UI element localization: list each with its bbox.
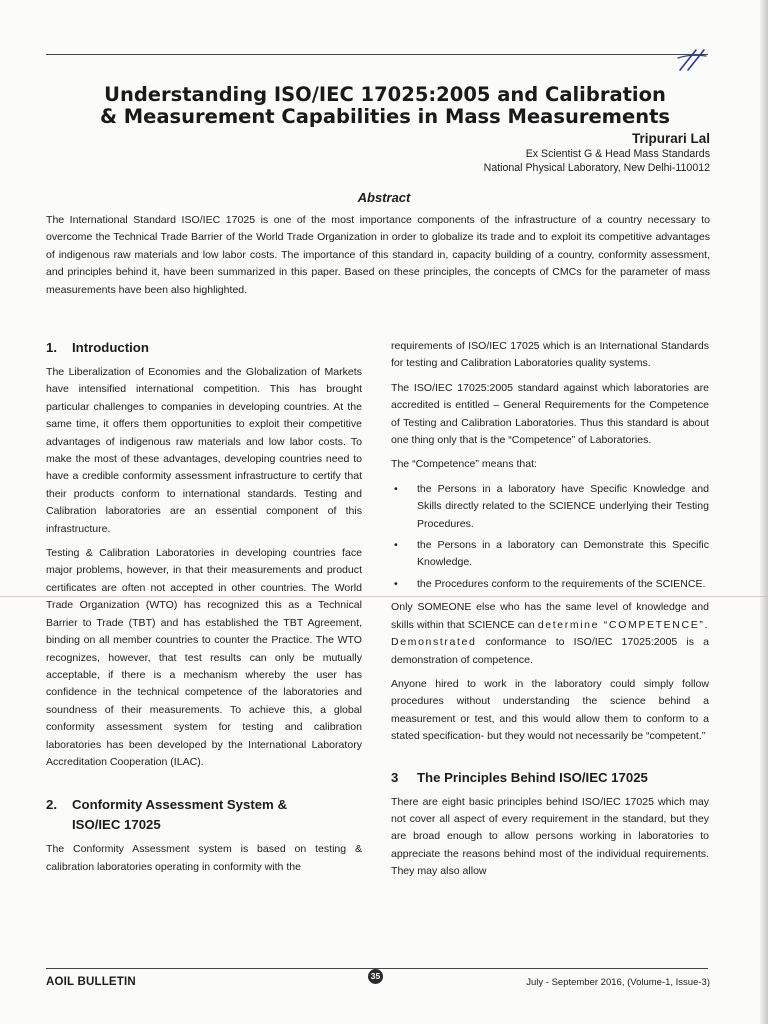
- handwritten-mark-icon: [676, 46, 708, 72]
- p4-end: conformance to ISO/IEC 17025:2005 is a demonstration of competence.: [391, 636, 709, 666]
- bullet-text: the Persons in a laboratory can Demonstrate this Specific Knowledge.: [417, 539, 709, 569]
- right-paragraph-1: requirements of ISO/IEC 17025 which is an International Standards for testing and Calibration Laboratories quality systems.: [391, 340, 709, 370]
- footer-issue-info: July - September 2016, (Volume-1, Issue-3): [526, 977, 710, 988]
- section-2-paragraph-1: The Conformity Assessment system is based on testing & calibration laboratories operating in conformity with the: [46, 843, 362, 873]
- bullet-text: the Persons in a laboratory have Specific Knowledge and Skills directly related to the SCIENCE underlying their Testing Procedures.: [417, 482, 709, 530]
- title-line-1: Understanding ISO/IEC 17025:2005 and Calibration: [104, 83, 666, 106]
- section-1-heading: [46, 338, 362, 358]
- list-item: [391, 537, 709, 572]
- author-affiliation-2: National Physical Laboratory, New Delhi-110012: [483, 162, 710, 174]
- section-2-title-line-1: Conformity Assessment System &: [72, 797, 287, 813]
- author-block: [484, 131, 710, 175]
- right-paragraph-5: Anyone hired to work in the laboratory could simply follow procedures without understanding the science behind a measurement or test, and this would allow them to conform to a stated specification- but they would not necessarily be “competent.”: [391, 677, 709, 743]
- footer-journal-name: AOIL BULLETIN: [46, 976, 136, 988]
- section-3-title: The Principles Behind ISO/IEC 17025: [417, 769, 648, 785]
- section-3-paragraph-1: There are eight basic principles behind ISO/IEC 17025 which may not cover all aspect of every requirement in the standard, but they are broad enough to allow persons working in laboratories to appreciate the reasons behind most of the individual requirements. They may also allow: [391, 795, 709, 878]
- competence-bullet-list: [391, 481, 709, 593]
- page-number-badge: 35: [368, 969, 383, 984]
- section-2-title-line-2: ISO/IEC 17025: [72, 817, 161, 833]
- page-edge-shadow: [760, 0, 768, 1024]
- section-2-heading: [46, 795, 362, 835]
- section-2-number: 2.: [46, 797, 57, 813]
- abstract-heading: Abstract: [357, 190, 411, 205]
- p4-spaced: determine “COMPETENCE”. Demonstrated: [391, 618, 709, 649]
- intro-paragraph-1: The Liberalization of Economies and the Globalization of Markets have intensified international competition. This has brought particular challenges to companies in developing countries. At the same time, it offers them opportunities to exploit their competitive advantages of indigenous raw materials and low labor costs. To make the most of these advantages, developing countries need to have a credible conformity assessment infrastructure to certify that their products conform to international standards. Testing and Calibration laboratories are an essential component of this infrastructure.: [46, 366, 362, 535]
- title-line-2: & Measurement Capabilities in Mass Measurements: [99, 105, 671, 128]
- bullet-icon: •: [394, 577, 398, 590]
- right-paragraph-2: The ISO/IEC 17025:2005 standard against which laboratories are accredited is entitled – General Requirements for the Competence of Testing and Calibration Laboratories. Thus this standard is about one thing only that is the “Competence” of Laboratories.: [391, 381, 709, 447]
- section-3-heading: [391, 768, 709, 788]
- bullet-icon: •: [394, 482, 398, 495]
- right-paragraph-3: The “Competence” means that:: [391, 458, 537, 471]
- right-column: [391, 338, 709, 888]
- author-name: Tripurari Lal: [631, 131, 710, 146]
- paper-title: [60, 84, 710, 128]
- list-item: [391, 576, 709, 593]
- bullet-text: the Procedures conform to the requirements of the SCIENCE.: [417, 577, 706, 590]
- list-item: [391, 481, 709, 533]
- author-affiliation-1: Ex Scientist G & Head Mass Standards: [525, 148, 710, 160]
- left-column: [46, 338, 362, 883]
- section-1-number: 1.: [46, 340, 57, 355]
- right-paragraph-4: [391, 599, 709, 669]
- p4-start: Only SOMEONE else who has the same level of knowledge and skills within that SCIENCE can: [391, 601, 709, 631]
- section-3-number: 3: [391, 769, 399, 785]
- bullet-icon: •: [394, 539, 398, 552]
- top-rule: [46, 54, 708, 55]
- section-1-title: Introduction: [72, 340, 149, 355]
- abstract-body: The International Standard ISO/IEC 17025 is one of the most importance components of the infrastructure of a country necessary to overcome the Technical Trade Barrier of the World Trade Organization in order to globalize its trade and to exploit its competitive advantages of indigenous raw materials and low labor costs. The importance of this standard in, capacity building of a country, conformity assessment, and principles behind it, have been summarized in this paper. Based on these principles, the concepts of CMCs for the parameter of mass measurements have been also highlighted.: [46, 214, 710, 296]
- intro-paragraph-2: Testing & Calibration Laboratories in developing countries face major problems, however, in that their measurements and product certificates are often not accepted in other countries. The World Trade Organization (WTO) has recognized this as a Technical Barrier to Trade (TBT) and has established the TBT Agreement, binding on all member countries to counter the Practice. The WTO recognizes, however, that test results can only be mutually acceptable, if there is a mechanism whereby the user has confidence in the technical competence of the laboratories and soundness of their measurements. To achieve this, a global conformity assessment system for testing and calibration laboratories has been developed by the International Laboratory Accreditation Cooperation (ILAC).: [46, 547, 362, 768]
